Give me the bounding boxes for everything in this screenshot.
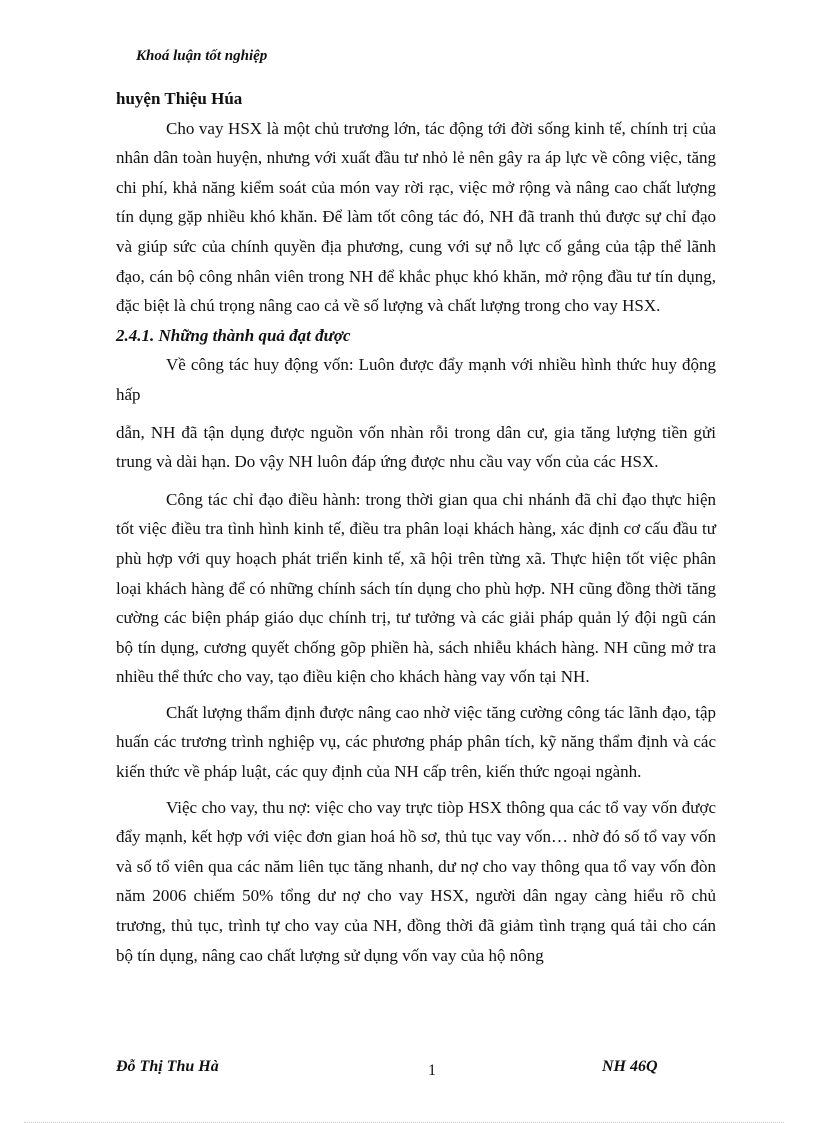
footer-class-code: NH 46Q <box>602 1058 658 1075</box>
document-header-title: Khoá luận tốt nghiệp <box>136 48 268 64</box>
paragraph-1: Cho vay HSX là một chủ trương lớn, tác động tới đời sống kinh tế, chính trị của nhân dân toàn huyện, nhưng với xuất đầu tư nhỏ lẻ nên gây ra áp lực về công việc, tăng chi phí, khả năng kiểm soát của món vay rời rạc, việc mở rộng và nâng cao chất lượng tín dụng gặp nhiều khó khăn. Để làm tốt công tác đó, NH đã tranh thủ được sự chỉ đạo và giúp sức của chính quyền địa phương, cung với sự nỗ lực cố gắng của tập thể lãnh đạo, cán bộ công nhân viên trong NH để khắc phục khó khăn, mở rộng đầu tư tín dụng, đặc biệt là chú trọng nâng cao cả về số lượng và chất lượng trong cho vay HSX. <box>116 118 716 316</box>
paragraph-3: Công tác chỉ đạo điều hành: trong thời gian qua chi nhánh đã chỉ đạo thực hiện tốt việc điều tra tình hình kinh tế, điều tra phân loại khách hàng, xác định cơ cấu đầu tư phù hợp với quy hoạch phát triển kinh tế, xã hội trên từng xã. Thực hiện tốt việc phân loại khách hàng để có những chính sách tín dụng cho phù hợp. NH cũng đồng thời tăng cường các biện pháp giáo dục chính trị, tư tưởng và các giải pháp quản lý đội ngũ cán bộ tín dụng, cương quyết chống gõp phiền hà, sách nhiễu khách hàng. NH cũng mở tra nhiều thể thức cho vay, tạo điều kiện cho khách hàng vay vốn tại NH. <box>116 489 716 687</box>
paragraph-5: Việc cho vay, thu nợ: việc cho vay trực tiòp HSX thông qua các tổ vay vốn được đẩy mạnh, kết hợp với việc đơn gian hoá hồ sơ, thủ tục vay vốn… nhờ đó số tổ vay vốn và số tổ viên qua các năm liên tục tăng nhanh, dư nợ cho vay thông qua tổ vay vốn đòn năm 2006 chiếm 50% tổng dư nợ cho vay HSX, người dân ngay càng hiểu rõ chủ trương, thủ tục, trình tự cho vay của NH, đồng thời đã giảm tình trạng quá tải cho cán bộ tín dụng, nâng cao chất lượng sử dụng vốn vay của hộ nông <box>116 797 716 965</box>
paragraph-4: Chất lượng thẩm định được nâng cao nhờ việc tăng cường công tác lãnh đạo, tập huấn các trương trình nghiệp vụ, các phương pháp phân tích, kỹ năng thẩm định và các kiến thức về pháp luật, các quy định của NH cấp trên, kiến thức ngoại ngành. <box>116 702 716 782</box>
page-number: 1 <box>428 1062 436 1079</box>
paragraph-2b: dẫn, NH đã tận dụng được nguồn vốn nhàn rỗi trong dân cư, gia tăng lượng tiền gửi trung và dài hạn. Do vậy NH luôn đáp ứng được nhu cầu vay vốn của các HSX. <box>116 422 716 472</box>
footer-author: Đỗ Thị Thu Hà <box>116 1058 219 1075</box>
paragraph-2a: Về công tác huy động vốn: Luôn được đẩy mạnh với nhiều hình thức huy động hấp <box>116 355 716 404</box>
page-footer <box>0 1058 816 1088</box>
document-body <box>116 84 716 970</box>
section-heading: 2.4.1. Những thành quả đạt được <box>116 325 351 345</box>
continued-text: huyện Thiệu Húa <box>116 89 243 108</box>
